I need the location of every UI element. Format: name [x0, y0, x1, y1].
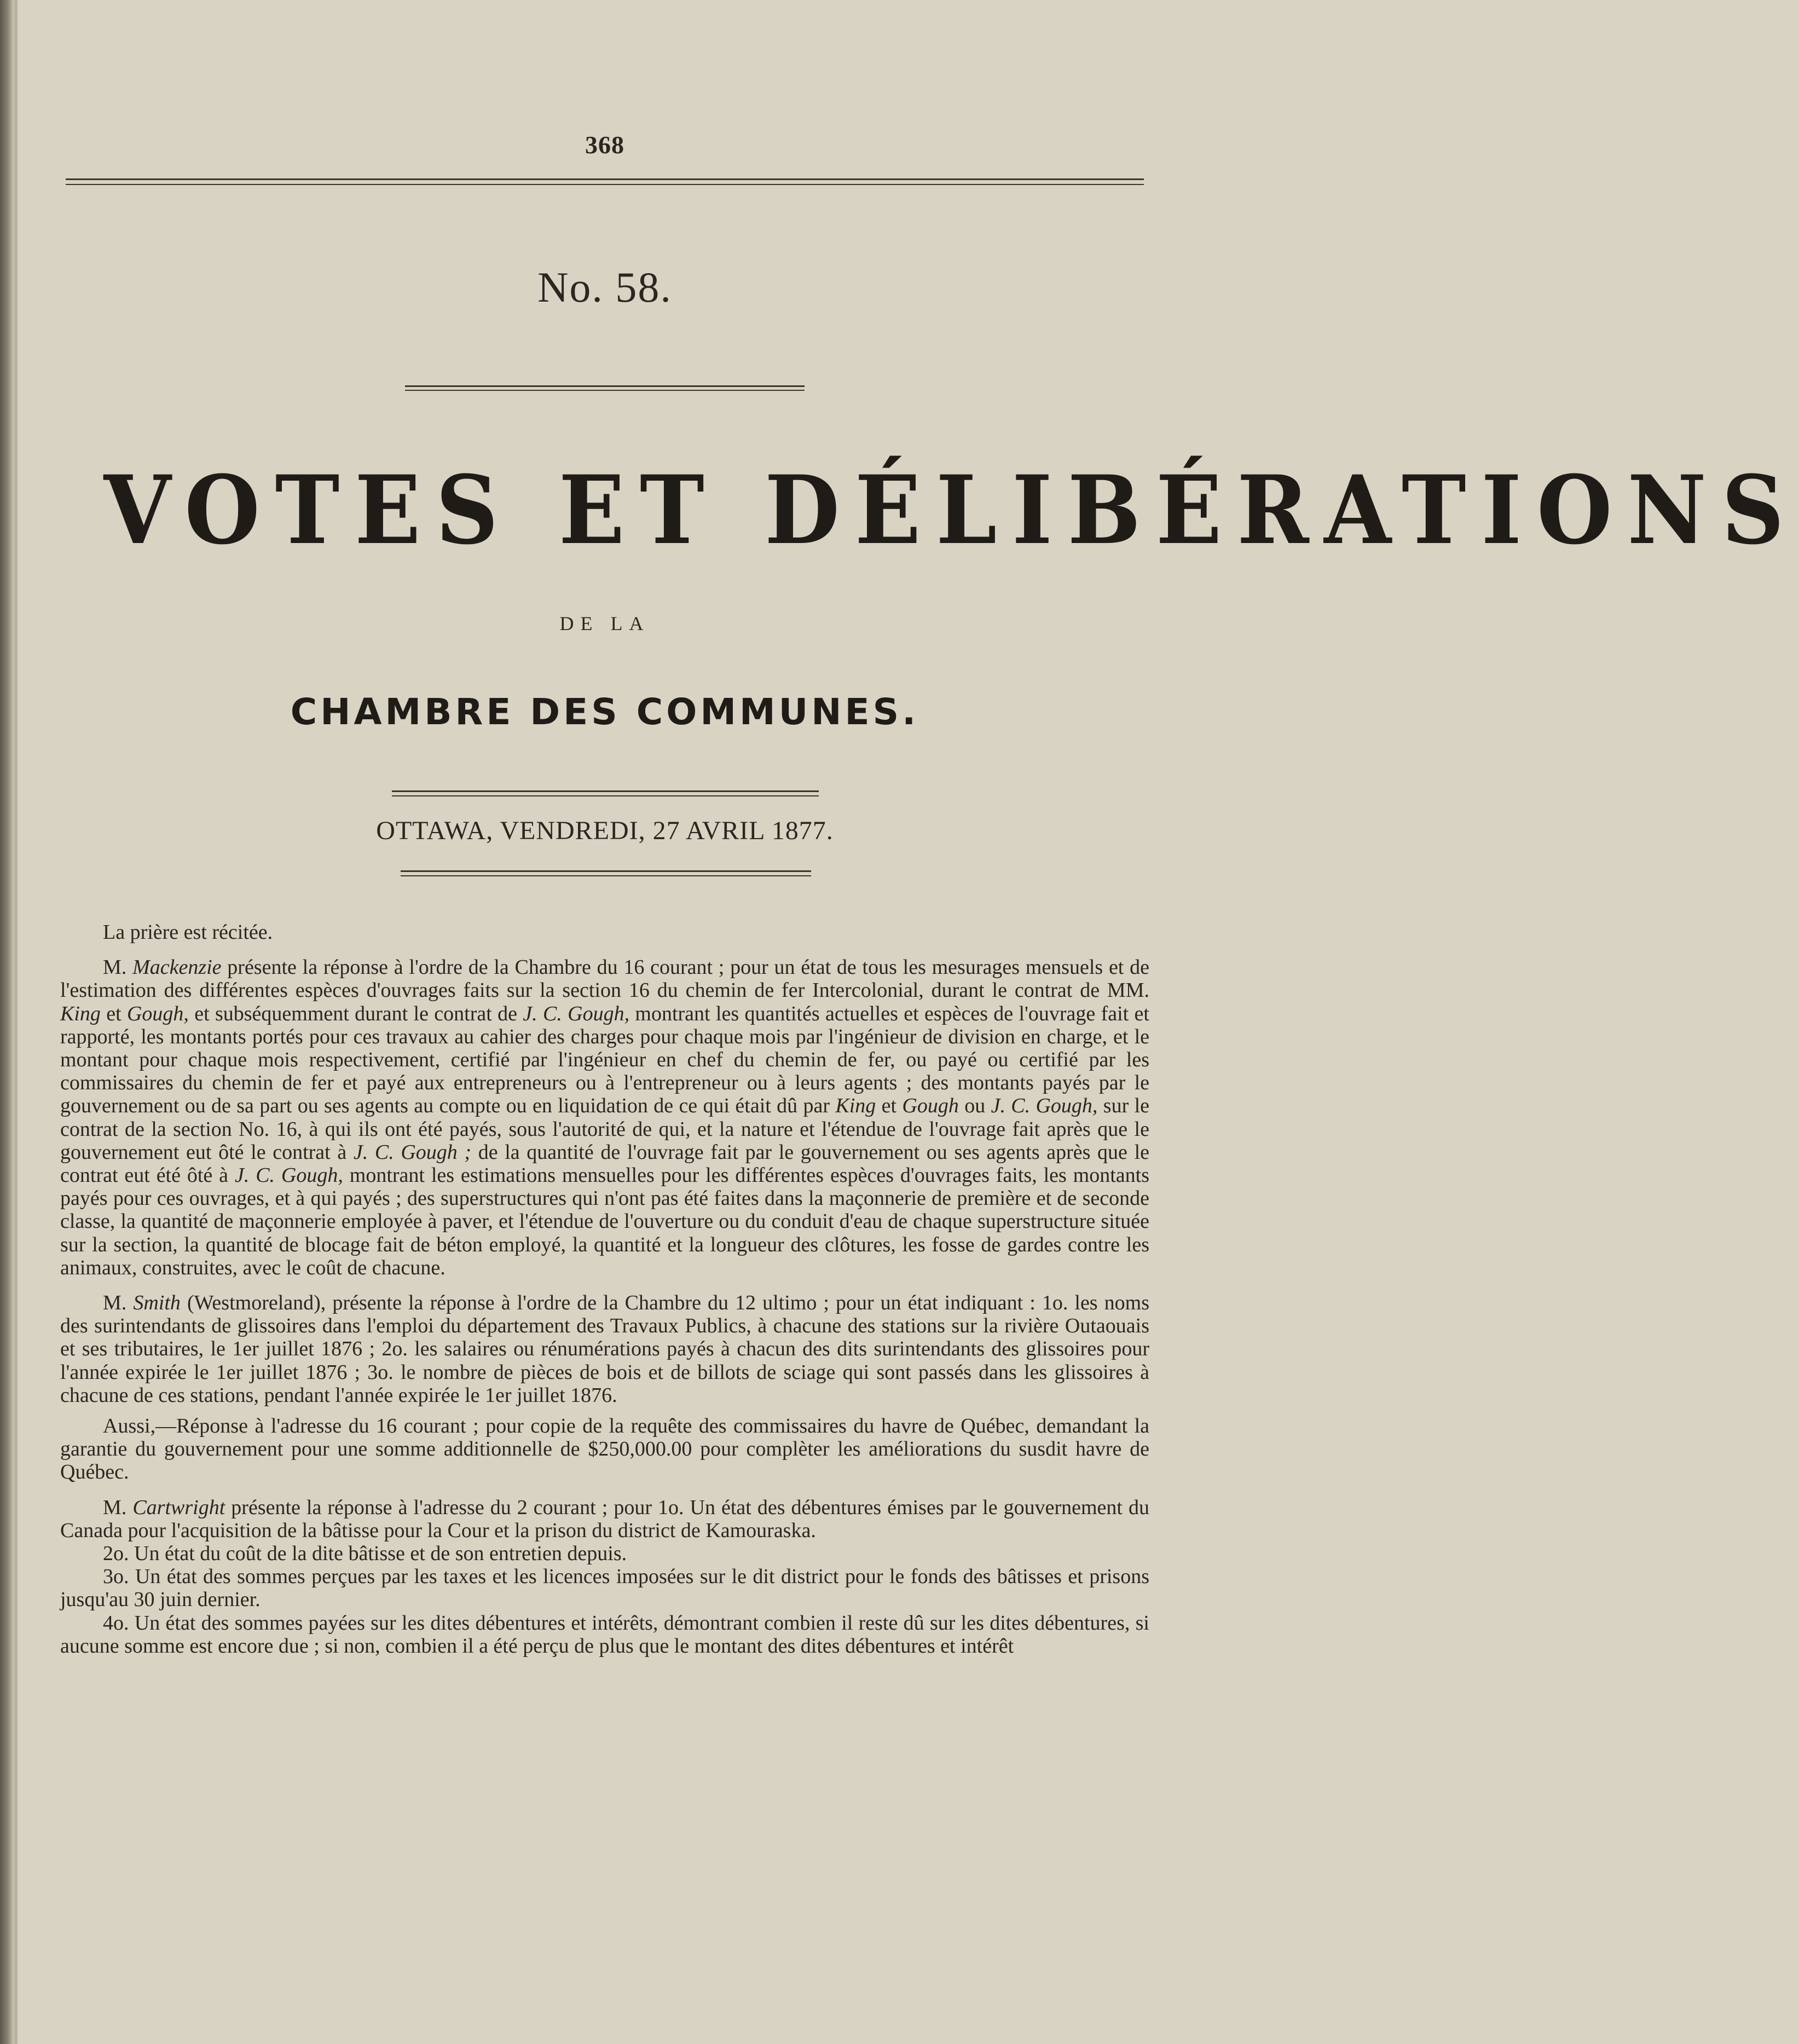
italic-name: J. C. Gough ; [353, 1140, 472, 1164]
paragraph-item-3: 3o. Un état des sommes perçues par les taxes et les licences imposées sur le dit district pour le fonds des bâtisses et prisons jusqu'au 30 juin dernier. [60, 1565, 1149, 1612]
italic-name: King [60, 1002, 101, 1025]
document-page [60, 0, 1799, 2044]
paragraph-mackenzie [60, 956, 1149, 1279]
speaker-name: Mackenzie [132, 956, 222, 979]
text-segment: et subséquemment durant le contrat de [188, 1002, 523, 1025]
header-rule-top [66, 178, 1144, 180]
dateline-rule-bottom [401, 875, 811, 876]
paragraph-item-2: 2o. Un état du coût de la dite bâtisse et de son entretien depuis. [103, 1542, 627, 1566]
chamber-rule-top [392, 790, 819, 792]
dateline: OTTAWA, VENDREDI, 27 AVRIL 1877. [376, 816, 834, 845]
italic-name: J. C. Gough, [234, 1164, 343, 1187]
page-gutter [14, 0, 18, 2044]
paragraph-cartwright [60, 1496, 1149, 1542]
paragraph-item-4: 4o. Un état des sommes payées sur les dites débentures et intérêts, démontrant combien il reste dû sur les dites débentures, si aucune somme est encore due ; si non, combien il a été perçu de plus que le montant des dites débentures et intérêt [60, 1611, 1149, 1658]
page-number: 368 [585, 131, 624, 159]
speaker-prefix: M. [103, 1291, 134, 1315]
text-segment: ou [958, 1094, 991, 1118]
text-segment: et [100, 1002, 127, 1025]
main-title: VOTES ET DÉLIBÉRATIONS [103, 454, 1799, 565]
header-rule-bottom [66, 184, 1144, 185]
text-segment: de la quantité de l'ouvrage fait par le gouvernement ou ses agents après que le contrat eut été ôté à [60, 1140, 1149, 1187]
italic-name: King [835, 1094, 876, 1118]
speaker-prefix: M. [103, 956, 133, 979]
text-segment: montrant les quantités actuelles et espèces de l'ouvrage fait et rapporté, les montants portés pour ces travaux au cahier des charges pour chaque mois par l'ingénieur de division en charge, et le montant pour chaque mois respectivement, certifié par l'ingénieur en chef du chemin de fer, ou payé ou certifié par les commissaires du chemin de fer et payé aux entrepreneurs ou à l'entrepreneur ou à leurs agents ; des montants payés par le gouvernement ou de sa part ou ses agents au compte ou en liquidation de ce qui était dû par [60, 1002, 1149, 1118]
text-segment: (Westmoreland), présente la réponse à l'ordre de la Chambre du 12 ultimo ; pour un état indiquant : 1o. les noms des surintendants de glissoires dans l'emploi du département des Travaux Publics, à chacune des stations sur la rivière Outaouais et ses tributaires, le 1er juillet 1876 ; 2o. les salaires ou rénumérations payés à chacun des dits surintendants des glissoires pour l'année expirée le 1er juillet 1876 ; 3o. le nombre de pièces de bois et de billots de sciage qui sont passés dans les glissoires à chacune de ces stations, pendant l'année expirée le 1er juillet 1876. [60, 1291, 1149, 1407]
paragraph-prayer: La prière est récitée. [103, 921, 273, 944]
italic-name: J. C. Gough, [991, 1094, 1098, 1118]
text-segment: montrant les estimations mensuelles pour les différentes espèces d'ouvrages faits, les montants payés pour ces ouvrages, et à qui payés ; des superstructures qui n'ont pas été faites dans la maçonnerie de première et de seconde classe, la quantité de maçonnerie employée à paver, et l'étendue de l'ouverture ou du conduit d'eau de chaque superstructure située sur la section, la quantité de blocage fait de béton employé, la quantité et la longueur des clôtures, les fosse de gardes contre les animaux, construites, avec le coût de chacune. [60, 1164, 1150, 1279]
dateline-rule-top [401, 870, 811, 872]
paragraph-smith [60, 1291, 1149, 1407]
issue-number: No. 58. [537, 263, 672, 311]
paragraph-aussi: Aussi,—Réponse à l'adresse du 16 courant ; pour copie de la requête des commissaires du havre de Québec, demandant la garantie du gouvernement pour une somme additionnelle de $250,000.00 pour complèter les améliorations du susdit havre de Québec. [60, 1414, 1149, 1484]
text-segment: et [876, 1094, 903, 1118]
text-segment: présente la réponse à l'adresse du 2 courant ; pour 1o. Un état des débentures émises par le gouvernement du Canada pour l'acquisition de la bâtisse pour la Cour et la prison du district de Kamouraska. [60, 1496, 1150, 1542]
italic-name: J. C. Gough, [523, 1002, 630, 1025]
speaker-prefix: M. [103, 1496, 133, 1519]
chamber-rule-bottom [392, 795, 819, 796]
italic-name: Gough, [126, 1002, 189, 1025]
book-binding-edge [0, 0, 14, 2044]
speaker-name: Cartwright [132, 1496, 225, 1519]
italic-name: Gough [902, 1094, 959, 1118]
subtitle-de-la: DE LA [559, 613, 650, 634]
chamber-title: CHAMBRE DES COMMUNES. [290, 691, 919, 733]
speaker-name: Smith [133, 1291, 181, 1315]
title-rule-top [405, 385, 805, 387]
text-segment: sur le contrat de la section No. 16, à qui ils ont été payés, sous l'autorité de qui, et la nature et l'étendue de l'ouvrage fait après que le gouvernement eut ôté le contrat à [60, 1094, 1149, 1164]
text-segment: présente la réponse à l'ordre de la Chambre du 16 courant ; pour un état de tous les mesurages mensuels et de l'estimation des différentes espèces d'ouvrages faits sur la section 16 du chemin de fer Intercolonial, durant le contrat de MM. [60, 956, 1149, 1002]
proceedings-body [60, 921, 1149, 1658]
title-rule-bottom [405, 390, 805, 391]
